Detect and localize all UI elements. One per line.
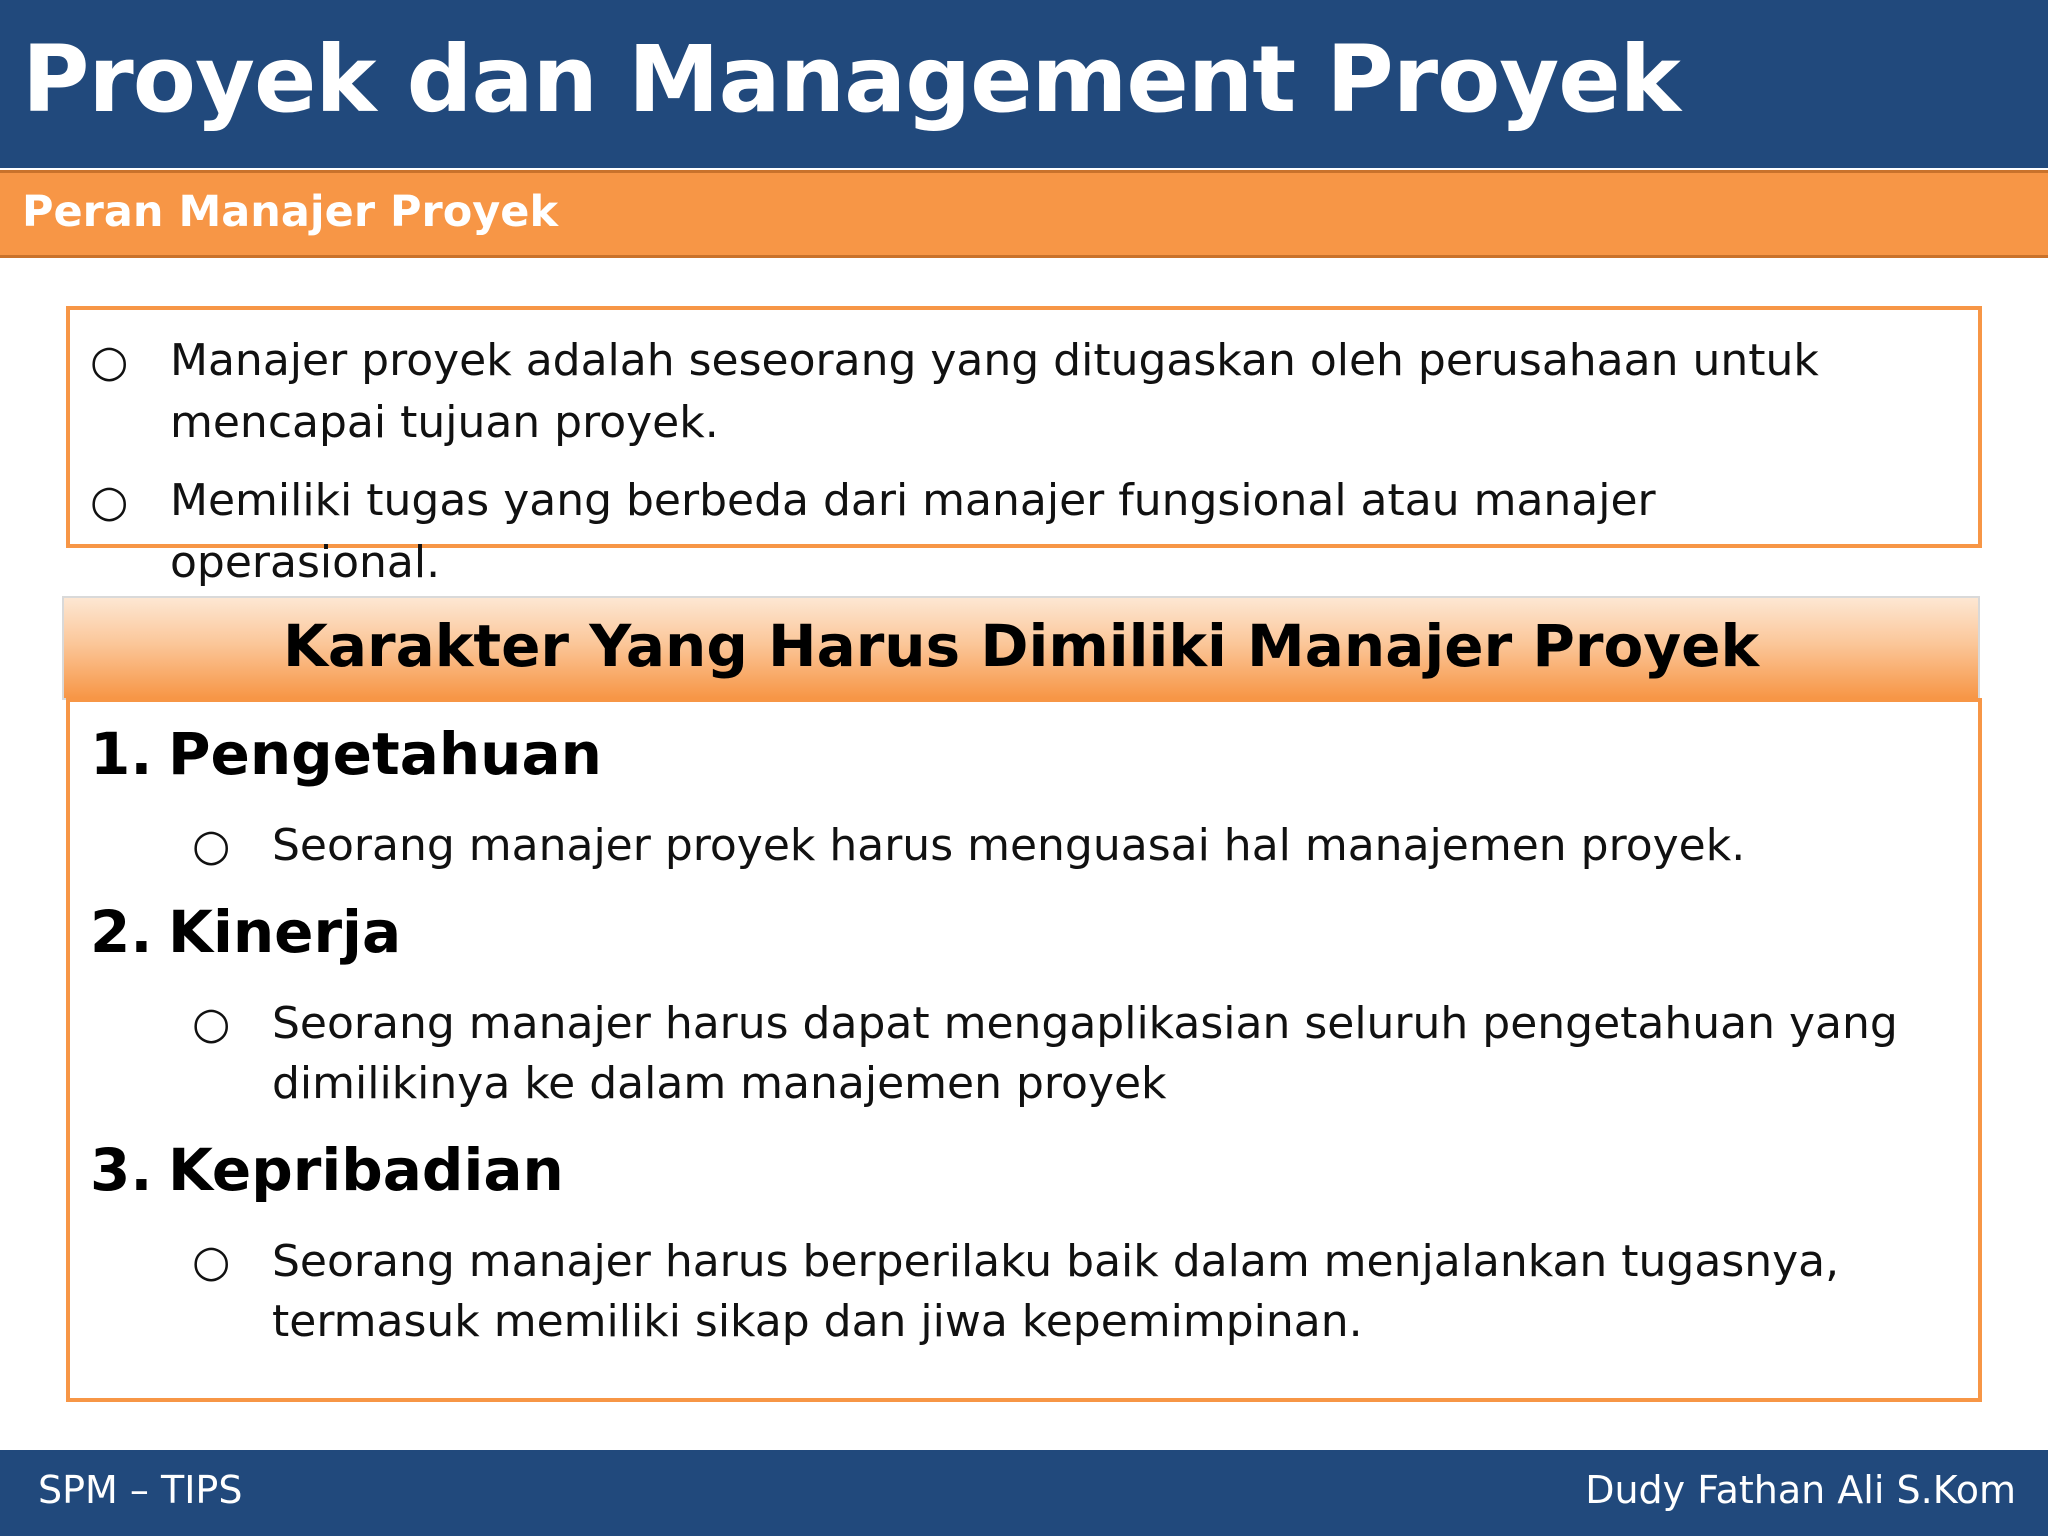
subtitle-bar [0,170,2048,258]
item-number: 3. [90,1136,153,1204]
item-number: 2. [90,898,153,966]
title-bar [0,0,2048,168]
bullet-circle-icon: ○ [90,476,129,527]
intro-item-text: Manajer proyek adalah seseorang yang ditugaskan oleh perusahaan untuk mencapai tujuan proyek. [170,335,1819,448]
footer-course-label: SPM – TIPS [38,1468,243,1512]
item-description: Seorang manajer harus berperilaku baik dalam menjalankan tugasnya, termasuk memiliki sikap dan jiwa kepemimpinan. [272,1236,1840,1347]
intro-box [66,306,1982,588]
item-description: Seorang manajer harus dapat mengaplikasian seluruh pengetahuan yang dimilikinya ke dalam manajemen proyek [272,998,1898,1109]
bullet-circle-icon: ○ [192,998,231,1049]
item-title: Kepribadian [168,1136,564,1204]
characteristics-header [62,596,1980,700]
footer-author-label: Dudy Fathan Ali S.Kom [1585,1468,2016,1512]
characteristics-heading: Karakter Yang Harus Dimiliki Manajer Proyek [282,612,1760,680]
intro-item-text: Memiliki tugas yang berbeda dari manajer fungsional atau manajer operasional. [170,475,1656,588]
slide-title: Proyek dan Management Proyek [22,26,1680,133]
slide-subtitle: Peran Manajer Proyek [22,187,559,237]
bullet-circle-icon: ○ [192,820,231,871]
bullet-circle-icon: ○ [192,1236,231,1287]
item-number: 1. [90,720,153,788]
characteristics-box [66,698,1982,1402]
item-title: Kinerja [168,898,402,966]
footer-bar [0,1450,2048,1536]
item-description: Seorang manajer proyek harus menguasai hal manajemen proyek. [272,820,1746,871]
item-title: Pengetahuan [168,720,602,788]
bullet-circle-icon: ○ [90,336,129,387]
